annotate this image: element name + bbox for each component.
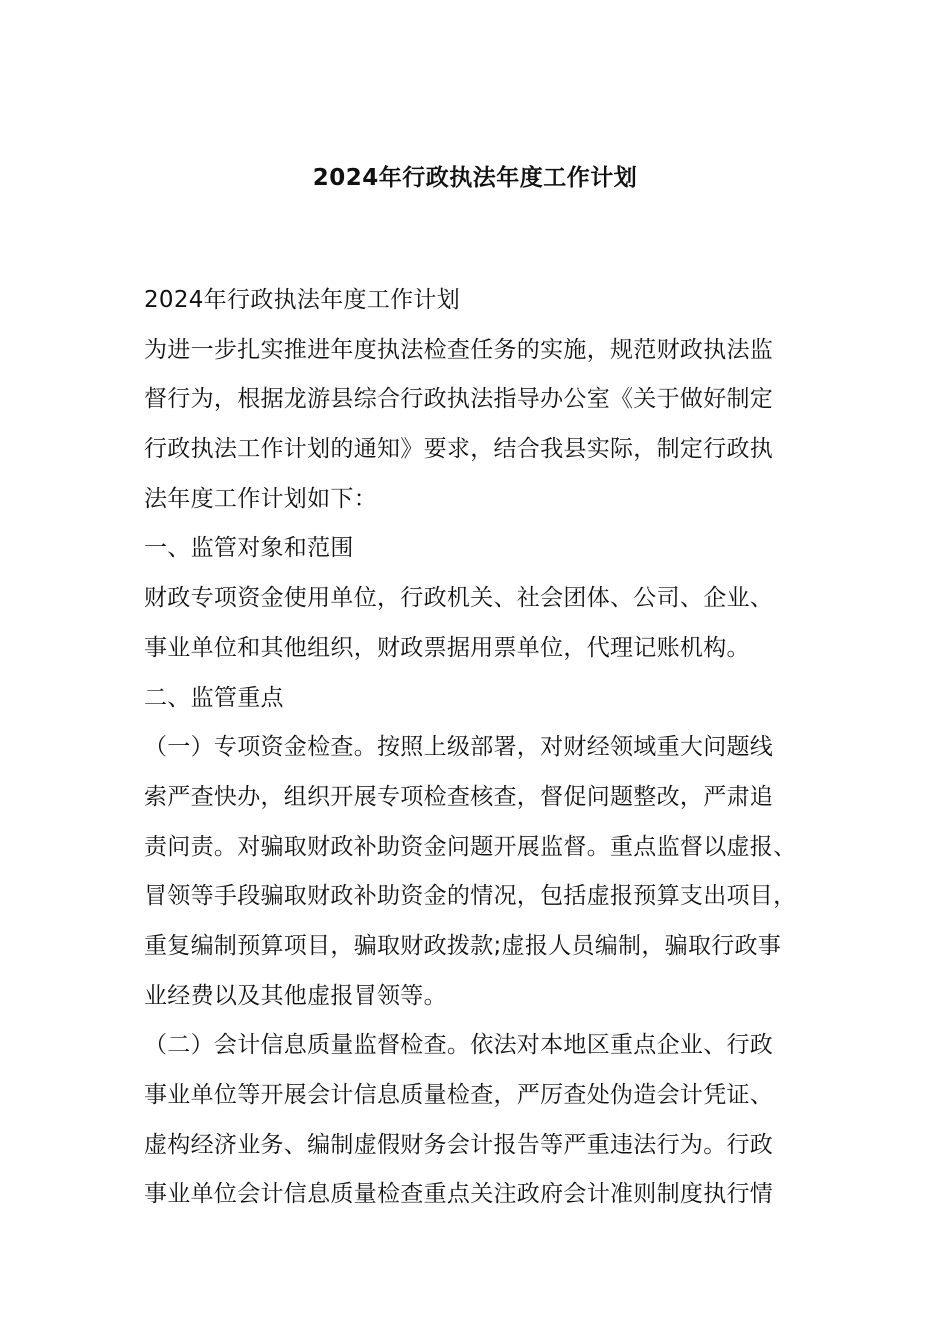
body-line: （二）会计信息质量监督检查。依法对本地区重点企业、行政 [144,1032,774,1059]
body-line: 为进一步扎实推进年度执法检查任务的实施，规范财政执法监 [144,336,774,363]
body-line: 虚构经济业务、编制虚假财务会计报告等严重违法行为。行政 [144,1131,774,1158]
body-line: （一）专项资金检查。按照上级部署，对财经领域重大问题线 [144,734,774,761]
body-line: 督行为，根据龙游县综合行政执法指导办公室《关于做好制定 [144,386,774,413]
body-line: 事业单位和其他组织，财政票据用票单位，代理记账机构。 [144,634,750,661]
body-line: 事业单位会计信息质量检查重点关注政府会计准则制度执行情 [144,1181,774,1208]
body-line-subtitle: 2024年行政执法年度工作计划 [144,287,461,313]
body-line: 行政执法工作计划的通知》要求，结合我县实际，制定行政执 [144,436,774,463]
body-line: 业经费以及其他虚报冒领等。 [144,982,447,1009]
document-title: 2024年行政执法年度工作计划 [312,165,638,191]
body-line: 财政专项资金使用单位，行政机关、社会团体、公司、企业、 [144,585,774,612]
body-line: 索严查快办，组织开展专项检查核查，督促问题整改，严肃追 [144,783,774,810]
body-line: 事业单位等开展会计信息质量检查，严厉查处伪造会计凭证、 [144,1082,774,1108]
document-body [144,276,824,1220]
section-heading-1: 一、监管对象和范围 [144,535,354,562]
body-line: 重复编制预算项目，骗取财政拨款;虚报人员编制，骗取行政事 [144,932,782,959]
section-heading-2: 二、监管重点 [144,684,284,711]
body-line: 冒领等手段骗取财政补助资金的情况，包括虚报预算支出项目， [144,883,797,910]
body-line: 法年度工作计划如下： [144,485,377,512]
body-line: 责问责。对骗取财政补助资金问题开展监督。重点监督以虚报、 [144,833,797,860]
